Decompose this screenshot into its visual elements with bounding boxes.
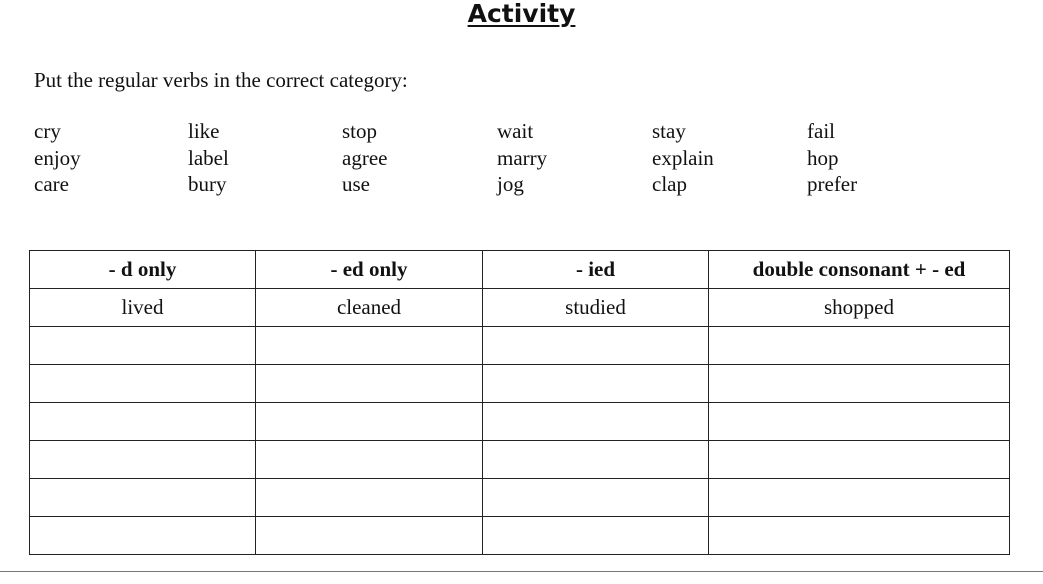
word-bank-column xyxy=(342,118,387,198)
answer-row xyxy=(30,365,1010,403)
example-cell: shopped xyxy=(709,289,1010,327)
answer-cell[interactable] xyxy=(30,365,256,403)
answer-cell[interactable] xyxy=(30,327,256,365)
word-bank-item: hop xyxy=(807,145,839,170)
answer-cell[interactable] xyxy=(30,441,256,479)
title-text: Activity xyxy=(467,0,576,28)
word-bank-item: fail xyxy=(807,119,835,143)
answer-cell[interactable] xyxy=(709,365,1010,403)
bottom-divider xyxy=(0,571,1043,572)
word-bank-column xyxy=(652,118,714,198)
answer-row xyxy=(30,327,1010,365)
activity-title xyxy=(0,0,1043,30)
example-row xyxy=(30,289,1010,327)
answer-cell[interactable] xyxy=(483,327,709,365)
verb-category-table xyxy=(29,250,1010,555)
word-bank-item: marry xyxy=(497,145,548,170)
word-bank-column xyxy=(807,118,857,198)
answer-cell[interactable] xyxy=(483,365,709,403)
answer-cell[interactable] xyxy=(30,479,256,517)
word-bank-item: bury xyxy=(188,172,227,196)
answer-cell[interactable] xyxy=(709,403,1010,441)
word-bank-item: enjoy xyxy=(34,145,81,170)
word-bank-item: use xyxy=(342,172,370,196)
word-bank-column xyxy=(188,118,229,198)
answer-cell[interactable] xyxy=(483,479,709,517)
answer-cell[interactable] xyxy=(483,403,709,441)
answer-cell[interactable] xyxy=(483,441,709,479)
answer-row xyxy=(30,441,1010,479)
answer-cell[interactable] xyxy=(256,479,483,517)
header-ed-only: - ed only xyxy=(256,251,483,289)
answer-cell[interactable] xyxy=(30,517,256,555)
answer-cell[interactable] xyxy=(256,403,483,441)
instruction-text: Put the regular verbs in the correct category: xyxy=(34,68,408,92)
word-bank-item: care xyxy=(34,172,69,196)
example-cell: lived xyxy=(30,289,256,327)
answer-cell[interactable] xyxy=(30,403,256,441)
answer-cell[interactable] xyxy=(709,517,1010,555)
word-bank-item: explain xyxy=(652,145,714,170)
word-bank-item: stop xyxy=(342,119,378,143)
answer-cell[interactable] xyxy=(256,365,483,403)
word-bank-item: label xyxy=(188,145,229,170)
word-bank-column xyxy=(34,118,81,198)
word-bank-item: cry xyxy=(34,119,61,143)
example-cell: studied xyxy=(483,289,709,327)
answer-cell[interactable] xyxy=(256,441,483,479)
answer-cell[interactable] xyxy=(709,479,1010,517)
table-header-row xyxy=(30,251,1010,289)
answer-cell[interactable] xyxy=(256,517,483,555)
answer-cell[interactable] xyxy=(483,517,709,555)
answer-cell[interactable] xyxy=(256,327,483,365)
word-bank-item: prefer xyxy=(807,172,858,196)
answer-row xyxy=(30,517,1010,555)
word-bank-item: agree xyxy=(342,145,388,170)
answer-row xyxy=(30,403,1010,441)
word-bank-item: clap xyxy=(652,172,687,196)
header-ied: - ied xyxy=(483,251,709,289)
example-cell: cleaned xyxy=(256,289,483,327)
word-bank-column xyxy=(497,118,547,198)
answer-row xyxy=(30,479,1010,517)
word-bank-item: like xyxy=(188,119,220,143)
header-double-consonant-ed: double consonant + - ed xyxy=(709,251,1010,289)
word-bank-item: stay xyxy=(652,119,686,143)
word-bank-item: wait xyxy=(497,119,534,143)
answer-cell[interactable] xyxy=(709,327,1010,365)
word-bank xyxy=(0,118,1043,202)
word-bank-item: jog xyxy=(497,172,524,196)
header-d-only: - d only xyxy=(30,251,256,289)
answer-cell[interactable] xyxy=(709,441,1010,479)
